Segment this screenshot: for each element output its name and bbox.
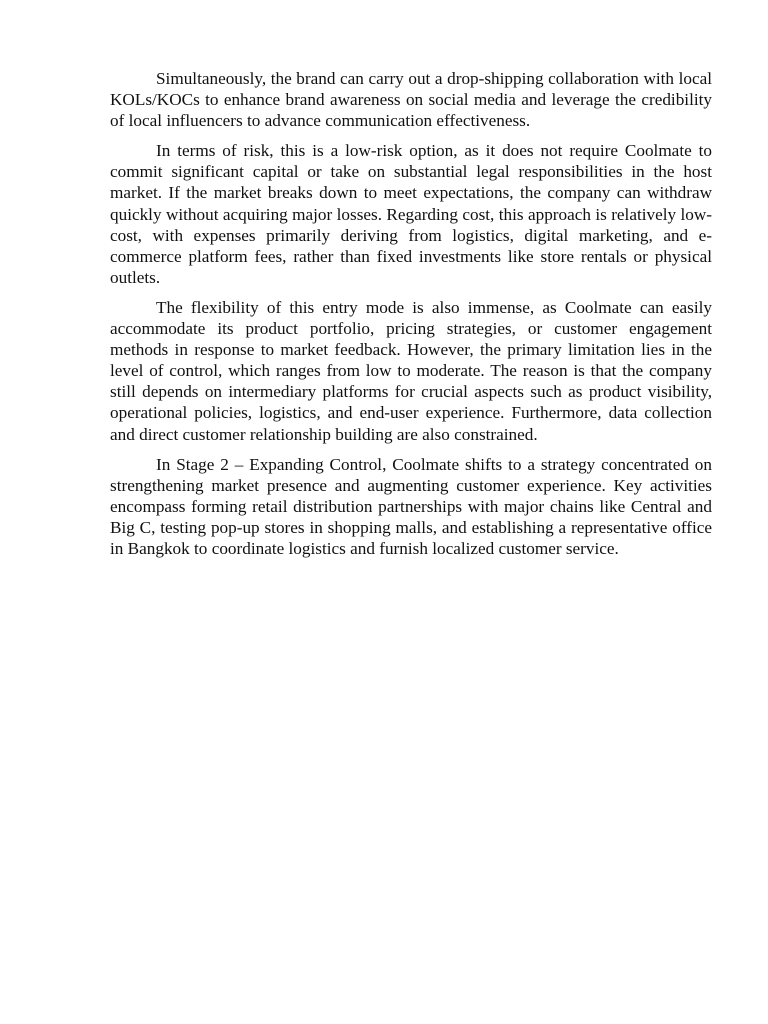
paragraph-stage-2: In Stage 2 – Expanding Control, Coolmate shifts to a strategy concentrated on strengthening market presence and augmenting customer experience. Key activities encompass forming retail distribution partnerships with major chains like Central and Big C, testing pop-up stores in shopping malls, and establishing a representative office in Bangkok to coordinate logistics and furnish localized customer service. <box>110 454 712 558</box>
paragraph-drop-shipping: Simultaneously, the brand can carry out a drop-shipping collaboration with local KOLs/KOCs to enhance brand awareness on social media and leverage the credibility of local influencers to advance communication effectiveness. <box>110 69 712 131</box>
paragraph-risk-and-cost: In terms of risk, this is a low-risk option, as it does not require Coolmate to commit significant capital or take on substantial legal responsibilities in the host market. If the market breaks down to meet expectations, the company can withdraw quickly without acquiring major losses. Regarding cost, this approach is relatively low-cost, with expenses primarily deriving from logistics, digital marketing, and e-commerce platform fees, rather than fixed investments like store rentals or physical outlets. <box>110 141 712 287</box>
document-body <box>110 68 712 568</box>
paragraph-flexibility-and-control: The flexibility of this entry mode is also immense, as Coolmate can easily accommodate its product portfolio, pricing strategies, or customer engagement methods in response to market feedback. However, the primary limitation lies in the level of control, which ranges from low to moderate. The reason is that the company still depends on intermediary platforms for crucial aspects such as product visibility, operational policies, logistics, and end-user experience. Furthermore, data collection and direct customer relationship building are also constrained. <box>110 297 712 444</box>
